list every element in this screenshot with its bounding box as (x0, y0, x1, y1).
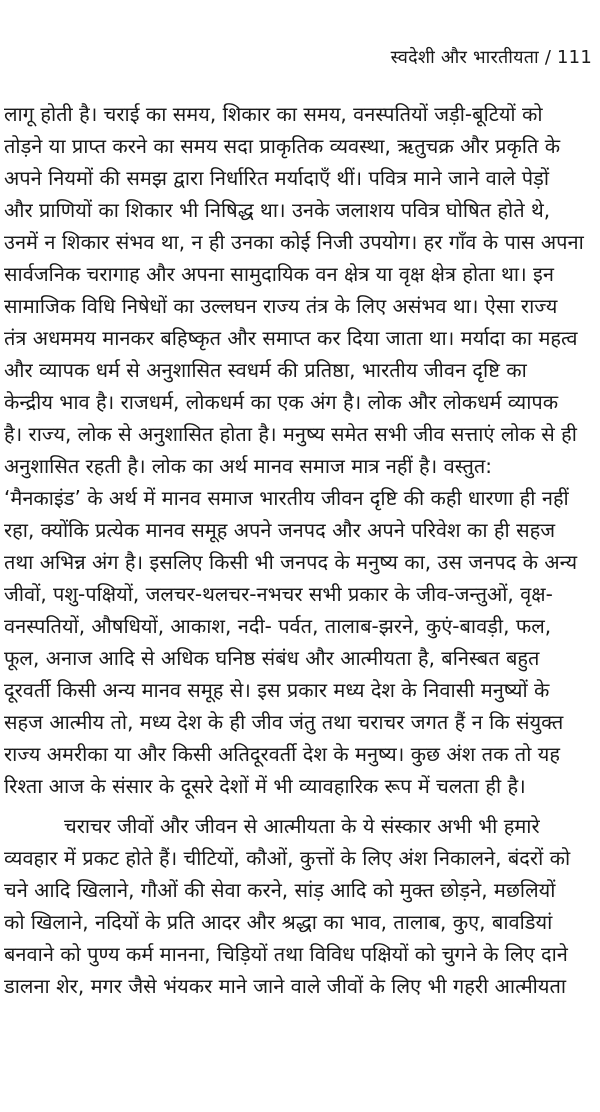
paragraph-1 (4, 98, 596, 802)
text-line: सहज आत्मीय तो, मध्य देश के ही जीव जंतु तथा चराचर जगत हैं न कि संयुक्त (4, 710, 564, 734)
text-line: सामाजिक विधि निषेधों का उल्लघन राज्य तंत्र के लिए असंभव था। ऐसा राज्य (4, 294, 558, 318)
text-line: चराचर जीवों और जीवन से आत्मीयता के ये संस्कार अभी भी हमारे (64, 814, 540, 838)
text-line: अपने नियमों की समझ द्वारा निर्धारित मर्यादाएँ थीं। पवित्र माने जाने वाले पेड़ों (4, 166, 550, 190)
text-line: डालना शेर, मगर जैसे भंयकर माने जाने वाले जीवों के लिए भी गहरी आत्मीयता (4, 974, 567, 998)
text-line: तंत्र अधममय मानकर बहिष्कृत और समाप्त कर दिया जाता था। मर्यादा का महत्व (4, 326, 578, 350)
running-header: स्वदेशी और भारतीयता / 111 (390, 47, 592, 68)
text-line: और प्राणियों का शिकार भी निषिद्ध था। उनके जलाशय पवित्र घोषित होते थे, (4, 198, 551, 222)
text-line: रिश्ता आज के संसार के दूसरे देशों में भी व्यावहारिक रूप में चलता ही है। (4, 774, 526, 798)
text-line: रहा, क्योंकि प्रत्येक मानव समूह अपने जनपद और अपने परिवेश का ही सहज (4, 518, 556, 542)
text-line: जीवों, पशु-पक्षियों, जलचर-थलचर-नभचर सभी प्रकार के जीव-जन्तुओं, वृक्ष- (4, 582, 553, 606)
text-line: ‘मैनकाइंड’ के अर्थ में मानव समाज भारतीय जीवन दृष्टि की कही धारणा ही नहीं (4, 486, 569, 510)
paragraph-2 (4, 810, 596, 1002)
text-line: फूल, अनाज आदि से अधिक घनिष्ठ संबंध और आत्मीयता है, बनिस्बत बहुत (4, 646, 540, 670)
text-line: तोड़ने या प्राप्त करने का समय सदा प्राकृतिक व्यवस्था, ऋतुचक्र और प्रकृति के (4, 134, 561, 158)
text-line: केन्द्रीय भाव है। राजधर्म, लोकधर्म का एक अंग है। लोक और लोकधर्म व्यापक (4, 390, 559, 414)
text-line: वनस्पतियों, औषधियों, आकाश, नदी- पर्वत, तालाब-झरने, कुएं-बावड़ी, फल, (4, 614, 552, 638)
text-line: चने आदि खिलाने, गौओं की सेवा करने, सांड़ आदि को मुक्त छोड़ने, मछलियों (4, 878, 556, 902)
text-line: तथा अभिन्न अंग है। इसलिए किसी भी जनपद के मनुष्य का, उस जनपद के अन्य (4, 550, 578, 574)
text-line: सार्वजनिक चरागाह और अपना सामुदायिक वन क्षेत्र या वृक्ष क्षेत्र होता था। इन (4, 262, 554, 286)
text-line: है। राज्य, लोक से अनुशासित होता है। मनुष्य समेत सभी जीव सत्ताएं लोक से ही (4, 422, 577, 446)
text-line: व्यवहार में प्रकट होते हैं। चीटियों, कौओं, कुत्तों के लिए अंश निकालने, बंदरों को (4, 846, 571, 870)
text-line: और व्यापक धर्म से अनुशासित स्वधर्म की प्रतिष्ठा, भारतीय जीवन दृष्टि का (4, 358, 527, 382)
text-line: लागू होती है। चराई का समय, शिकार का समय, वनस्पतियों जड़ी-बूटियों को (4, 102, 543, 126)
body-text (4, 98, 596, 1002)
text-line: अनुशासित रहती है। लोक का अर्थ मानव समाज मात्र नहीं है। वस्तुत: (4, 454, 493, 478)
text-line: उनमें न शिकार संभव था, न ही उनका कोई निजी उपयोग। हर गाँव के पास अपना (4, 230, 584, 254)
text-line: बनवाने को पुण्य कर्म मानना, चिड़ियों तथा विविध पक्षियों को चुगने के लिए दाने (4, 942, 568, 966)
text-line: राज्य अमरीका या और किसी अतिदूरवर्ती देश के मनुष्य। कुछ अंश तक तो यह (4, 742, 560, 766)
paragraph-gap (4, 802, 596, 810)
text-line: को खिलाने, नदियों के प्रति आदर और श्रद्धा का भाव, तालाब, कुए, बावडियां (4, 910, 553, 934)
text-line: दूरवर्ती किसी अन्य मानव समूह से। इस प्रकार मध्य देश के निवासी मनुष्यों के (4, 678, 550, 702)
